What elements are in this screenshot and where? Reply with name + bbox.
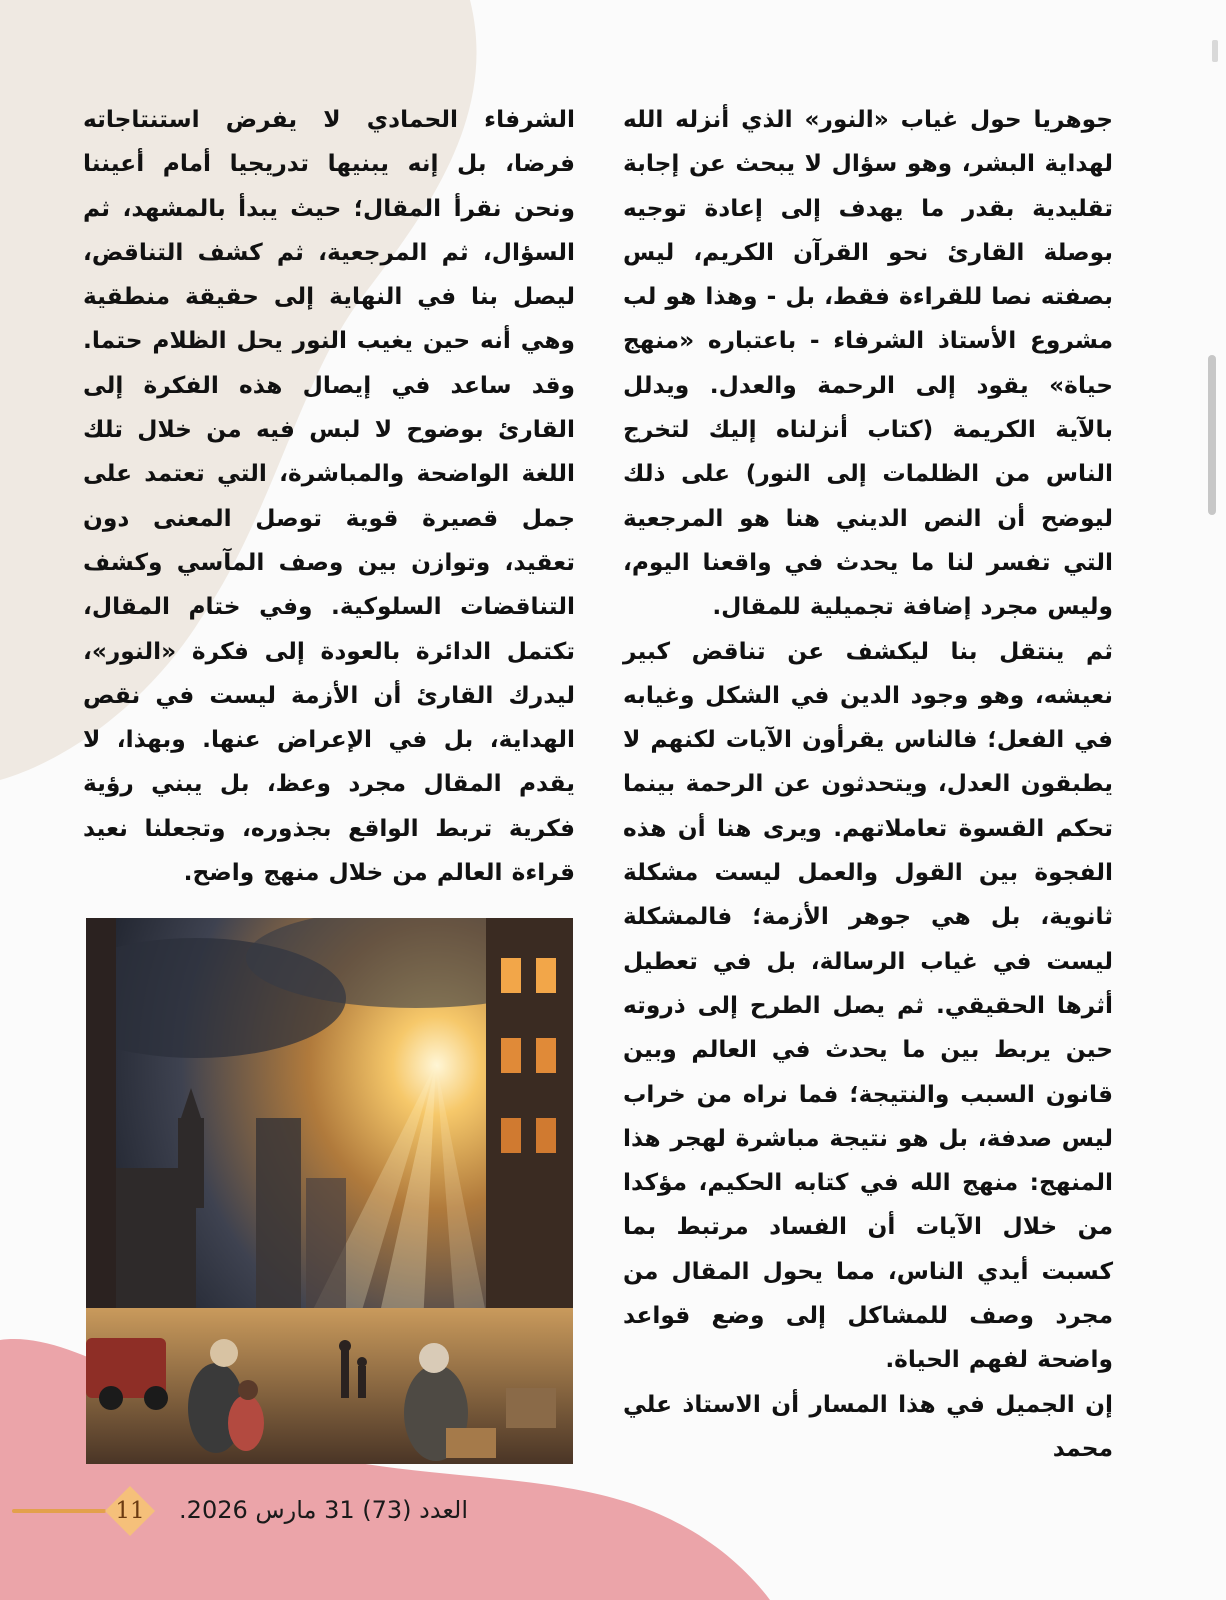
page-number: 11 (115, 1498, 145, 1524)
corner-mark (1212, 40, 1218, 62)
issue-info: العدد (73) 31 مارس 2026. (179, 1496, 468, 1524)
article-column-right (623, 98, 1113, 1471)
illustration-ruined-city-light (86, 918, 573, 1464)
paragraph: جوهريا حول غياب «النور» الذي أنزله الله لهداية البشر، وهو سؤال لا يبحث عن إجابة تقليدية بقدر ما يهدف إلى إعادة توجيه بوصلة القارئ نحو القرآن الكريم، ليس بصفته نصا للقراءة فقط، بل - وهذا هو لب مشروع الأستاذ الشرفاء - باعتباره «منهج حياة» يقود إلى الرحمة والعدل. ويدلل بالآية الكريمة (كتاب أنزلناه إليك لتخرج الناس من الظلمات إلى النور) على ذلك ليوضح أن النص الديني هنا هو المرجعية التي تفسر لنا ما يحدث في واقعنا اليوم، وليس مجرد إضافة تجميلية للمقال. (623, 106, 1113, 621)
article-column-left (83, 98, 575, 895)
paragraph: الشرفاء الحمادي لا يفرض استنتاجاته فرضا، بل إنه يبنيها تدريجيا أمام أعيننا ونحن نقرأ المقال؛ حيث يبدأ بالمشهد، ثم السؤال، ثم المرجعية، ثم كشف التناقض، ليصل بنا في النهاية إلى حقيقة منطقية وهي أنه حين يغيب النور يحل الظلام حتما. وقد ساعد في إيصال هذه الفكرة إلى القارئ بوضوح لا لبس فيه من خلال تلك اللغة الواضحة والمباشرة، التي تعتمد على جمل قصيرة قوية توصل المعنى دون تعقيد، وتوازن بين وصف المآسي وكشف التناقضات السلوكية. وفي ختام المقال، تكتمل الدائرة بالعودة إلى فكرة «النور»، ليدرك القارئ أن الأزمة ليست في نقص الهداية، بل في الإعراض عنها. وبهذا، لا يقدم المقال مجرد وعظ، بل يبني رؤية فكرية تربط الواقع بجذوره، وتجعلنا نعيد قراءة العالم من خلال منهج واضح. (83, 106, 575, 887)
paragraph: إن الجميل في هذا المسار أن الاستاذ علي محمد (623, 1390, 1113, 1462)
paragraph: ثم ينتقل بنا ليكشف عن تناقض كبير نعيشه، وهو وجود الدين في الشكل وغيابه في الفعل؛ فالناس يقرأون الآيات لكنهم لا يطبقون العدل، ويتحدثون عن الرحمة بينما تحكم القسوة تعاملاتهم. ويرى هنا أن هذه الفجوة بين القول والعمل ليست مشكلة ثانوية، بل هي جوهر الأزمة؛ فالمشكلة ليست في غياب الرسالة، بل في تعطيل أثرها الحقيقي. ثم يصل الطرح إلى ذروته حين يربط بين ما يحدث في العالم وبين قانون السبب والنتيجة؛ فما نراه من خراب ليس صدفة، بل هو نتيجة مباشرة لهجر هذا المنهج: منهج الله في كتابه الحكيم، مؤكدا من خلال الآيات أن الفساد مرتبط بما كسبت أيدي الناس، مما يحول المقال من مجرد وصف للمشاكل إلى وضع قواعد واضحة لفهم الحياة. (623, 637, 1113, 1374)
footer-rule (12, 1509, 106, 1513)
scrollbar-thumb[interactable] (1208, 355, 1216, 515)
